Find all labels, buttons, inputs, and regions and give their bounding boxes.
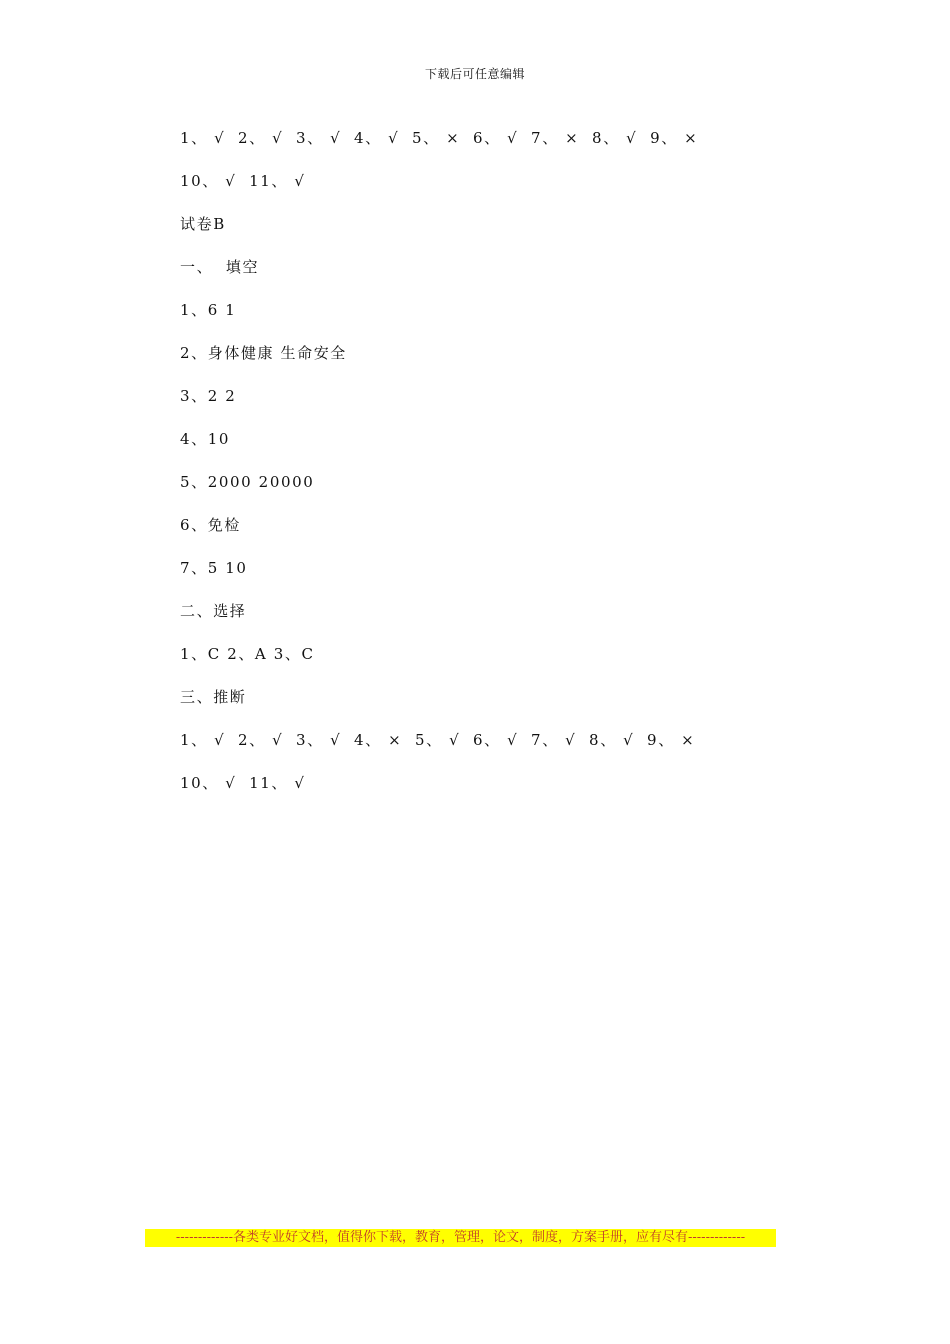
- answer-line: 7、5 10: [180, 559, 248, 577]
- answer-line: 4、10: [180, 430, 231, 448]
- answer-line: 1、 √ 2、 √ 3、 √ 4、 √ 5、 × 6、 √ 7、 × 8、 √ 9、 ×: [180, 129, 699, 147]
- answer-line: 10、 √ 11、 √: [180, 172, 306, 190]
- answer-line: 3、2 2: [180, 387, 237, 405]
- section-heading: 一、 填空: [180, 258, 260, 276]
- answer-line: 5、2000 20000: [180, 473, 315, 491]
- section-heading: 二、选择: [180, 602, 247, 620]
- answer-line: 2、身体健康 生命安全: [180, 344, 347, 362]
- footer-banner: -------------各类专业好文档，值得你下载，教育，管理，论文，制度，方案手册，应有尽有-------------: [145, 1229, 776, 1247]
- answer-line: 1、6 1: [180, 301, 237, 319]
- page-header: 下载后可任意编辑: [424, 67, 525, 81]
- document-body: [180, 124, 820, 812]
- section-title: 试卷B: [180, 215, 226, 233]
- answer-line: 1、 √ 2、 √ 3、 √ 4、 × 5、 √ 6、 √ 7、 √ 8、 √ 9、 ×: [180, 731, 696, 749]
- section-heading: 三、推断: [180, 688, 247, 706]
- answer-line: 1、C 2、A 3、C: [180, 645, 315, 663]
- answer-line: 6、免检: [180, 516, 241, 534]
- answer-line: 10、 √ 11、 √: [180, 774, 306, 792]
